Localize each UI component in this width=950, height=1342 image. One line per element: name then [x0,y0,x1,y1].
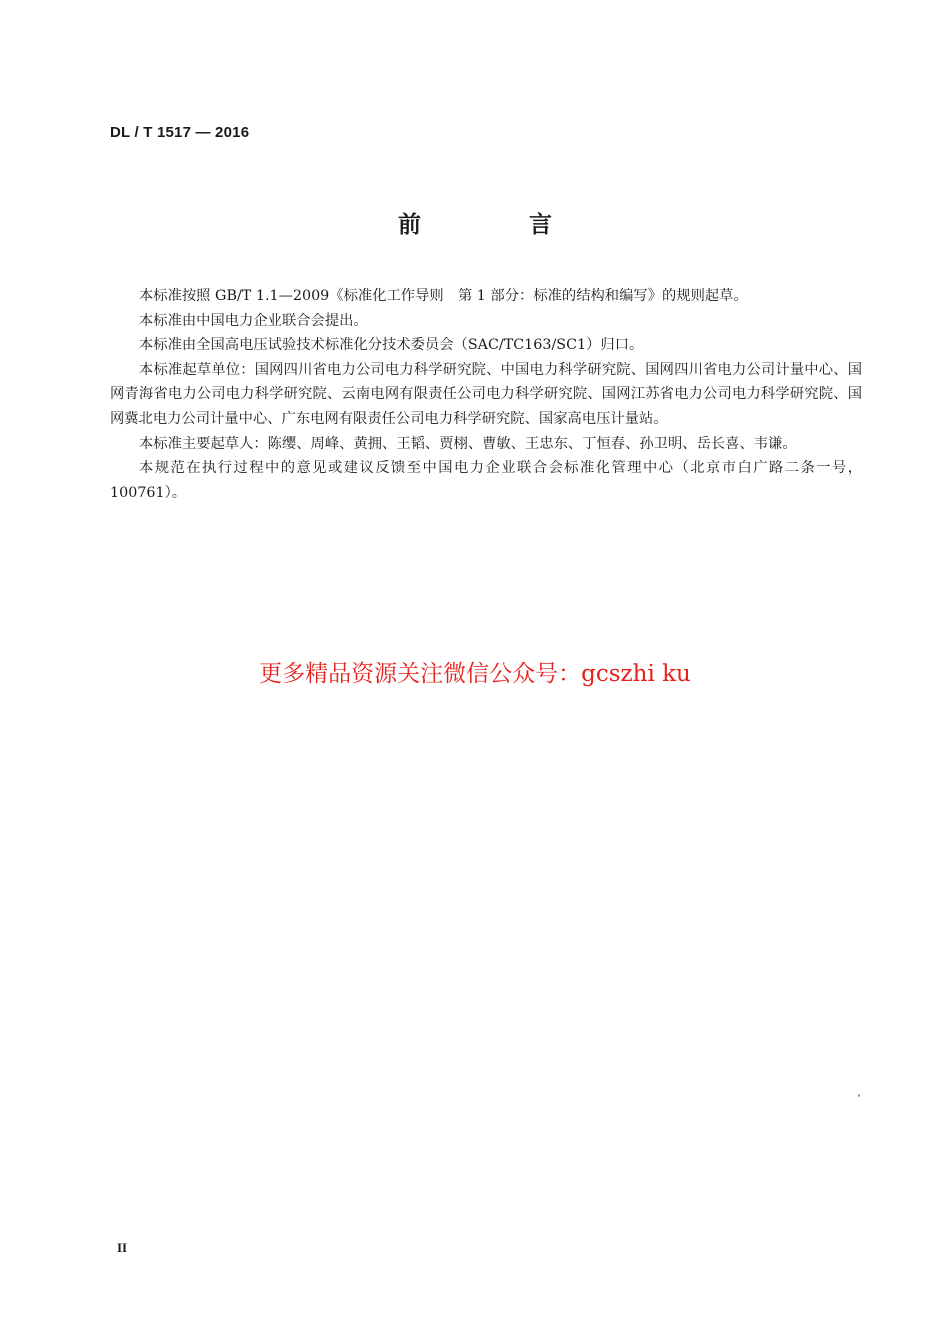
scan-speck [858,1094,861,1098]
paragraph-proposer: 本标准由中国电力企业联合会提出。 [139,312,368,329]
page-title: 前 言 [397,212,602,238]
watermark-text: 更多精品资源关注微信公众号：gcszhi ku [259,661,691,687]
paragraph-drafting-units: 本标准起草单位：国网四川省电力公司电力科学研究院、中国电力科学研究院、国网四川省电力公司计量中心、国网青海省电力公司电力科学研究院、云南电网有限责任公司电力科学研究院、国网江苏省电力公司电力科学研究院、国网冀北电力公司计量中心、广东电网有限责任公司电力科学研究院、国家高电压计量站。 [110,361,862,427]
paragraph-feedback: 本规范在执行过程中的意见或建议反馈至中国电力企业联合会标准化管理中心（北京市白广路二条一号，100761）。 [110,460,862,501]
paragraph-committee: 本标准由全国高电压试验技术标准化分技术委员会（SAC/TC163/SC1）归口。 [139,337,644,354]
foreword-body [110,284,862,505]
paragraph-drafters: 本标准主要起草人：陈缨、周峰、黄拥、王韬、贾栩、曹敏、王忠东、丁恒春、孙卫明、岳长喜、韦谦。 [139,435,797,452]
page-number: II [117,1240,128,1255]
standard-code: DL / T 1517 — 2016 [110,124,250,141]
paragraph-drafting-rules: 本标准按照 GB/T 1.1—2009《标准化工作导则 第 1 部分：标准的结构和编写》的规则起草。 [139,288,748,304]
